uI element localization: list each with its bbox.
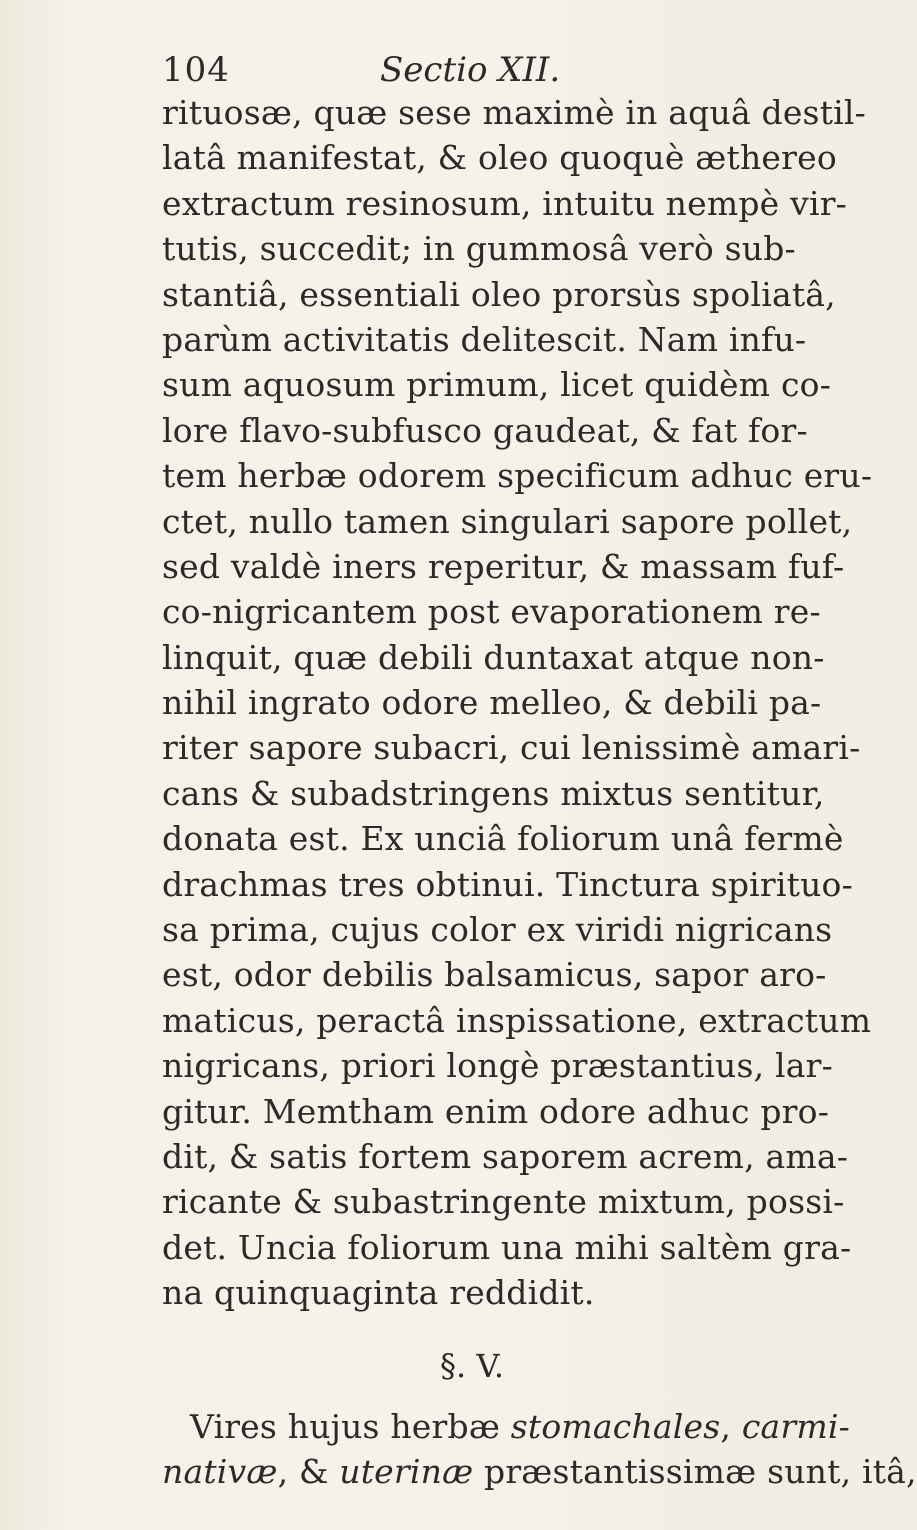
- text-line: na quinquaginta reddidit.: [162, 1273, 595, 1313]
- text-line: dit, & satis fortem saporem acrem, ama-: [162, 1136, 849, 1176]
- italic-term: uterinæ: [339, 1451, 474, 1491]
- text-line: [162, 1404, 850, 1449]
- text-line: rituosæ, quæ sese maximè in aquâ destil-: [162, 93, 867, 132]
- text-line: extractum resinosum, intuitu nempè vir-: [162, 183, 848, 223]
- running-head: Sectio XII.: [380, 50, 561, 90]
- text-span: , &: [277, 1451, 340, 1491]
- text-line: donata est. Ex unciâ foliorum unâ fermè: [162, 819, 844, 859]
- text-line: det. Uncia foliorum una mihi saltèm gra-: [162, 1227, 852, 1267]
- text-line: tem herbæ odorem specificum adhuc eru-: [162, 456, 873, 496]
- section-heading: §. V.: [439, 1346, 505, 1385]
- text-line: co-nigricantem post evaporationem re-: [162, 592, 821, 632]
- text-span: Vires hujus herbæ: [190, 1406, 511, 1446]
- text-line: est, odor debilis balsamicus, sapor aro-: [162, 955, 827, 995]
- text-span: præstantissimæ sunt, itâ,: [473, 1451, 917, 1491]
- text-line: riter sapore subacri, cui lenissimè amari-: [162, 728, 861, 768]
- text-line: sa prima, cujus color ex viridi nigricans: [162, 910, 833, 950]
- text-line: nihil ingrato odore melleo, & debili pa-: [162, 683, 822, 723]
- text-line: drachmas tres obtinui. Tinctura spirituo-: [162, 864, 853, 904]
- text-line: ctet, nullo tamen singulari sapore pollet,: [162, 501, 853, 541]
- text-line: stantiâ, essentiali oleo prorsùs spoliatâ,: [162, 274, 836, 314]
- text-line: sum aquosum primum, licet quidèm co-: [162, 365, 832, 405]
- page-number: 104: [162, 50, 230, 90]
- italic-term: stomachales: [510, 1406, 721, 1446]
- text-line: latâ manifestat, & oleo quoquè æthereo: [162, 138, 837, 178]
- text-line: ricante & subastringente mixtum, possi-: [162, 1182, 845, 1222]
- text-line: tutis, succedit; in gummosâ verò sub-: [162, 229, 796, 269]
- text-line: linquit, quæ debili duntaxat atque non-: [162, 637, 825, 677]
- text-line: cans & subadstringens mixtus sentitur,: [162, 773, 825, 813]
- text-line: parùm activitatis delitescit. Nam infu-: [162, 319, 807, 359]
- text-line: lore flavo-subfusco gaudeat, & fat for-: [162, 410, 808, 450]
- text-line: nigricans, priori longè præstantius, lar-: [162, 1046, 833, 1086]
- italic-term: nativæ: [162, 1451, 278, 1491]
- text-line: maticus, peractâ inspissatione, extractum: [162, 1000, 872, 1040]
- text-line: sed valdè iners reperitur, & massam fuf-: [162, 546, 845, 586]
- body-text: [162, 90, 917, 1494]
- text-line: [162, 1449, 917, 1494]
- text-span: ,: [720, 1406, 742, 1446]
- page-header: [162, 50, 762, 94]
- italic-term: carmi-: [741, 1406, 850, 1446]
- text-line: gitur. Memtham enim odore adhuc pro-: [162, 1091, 830, 1131]
